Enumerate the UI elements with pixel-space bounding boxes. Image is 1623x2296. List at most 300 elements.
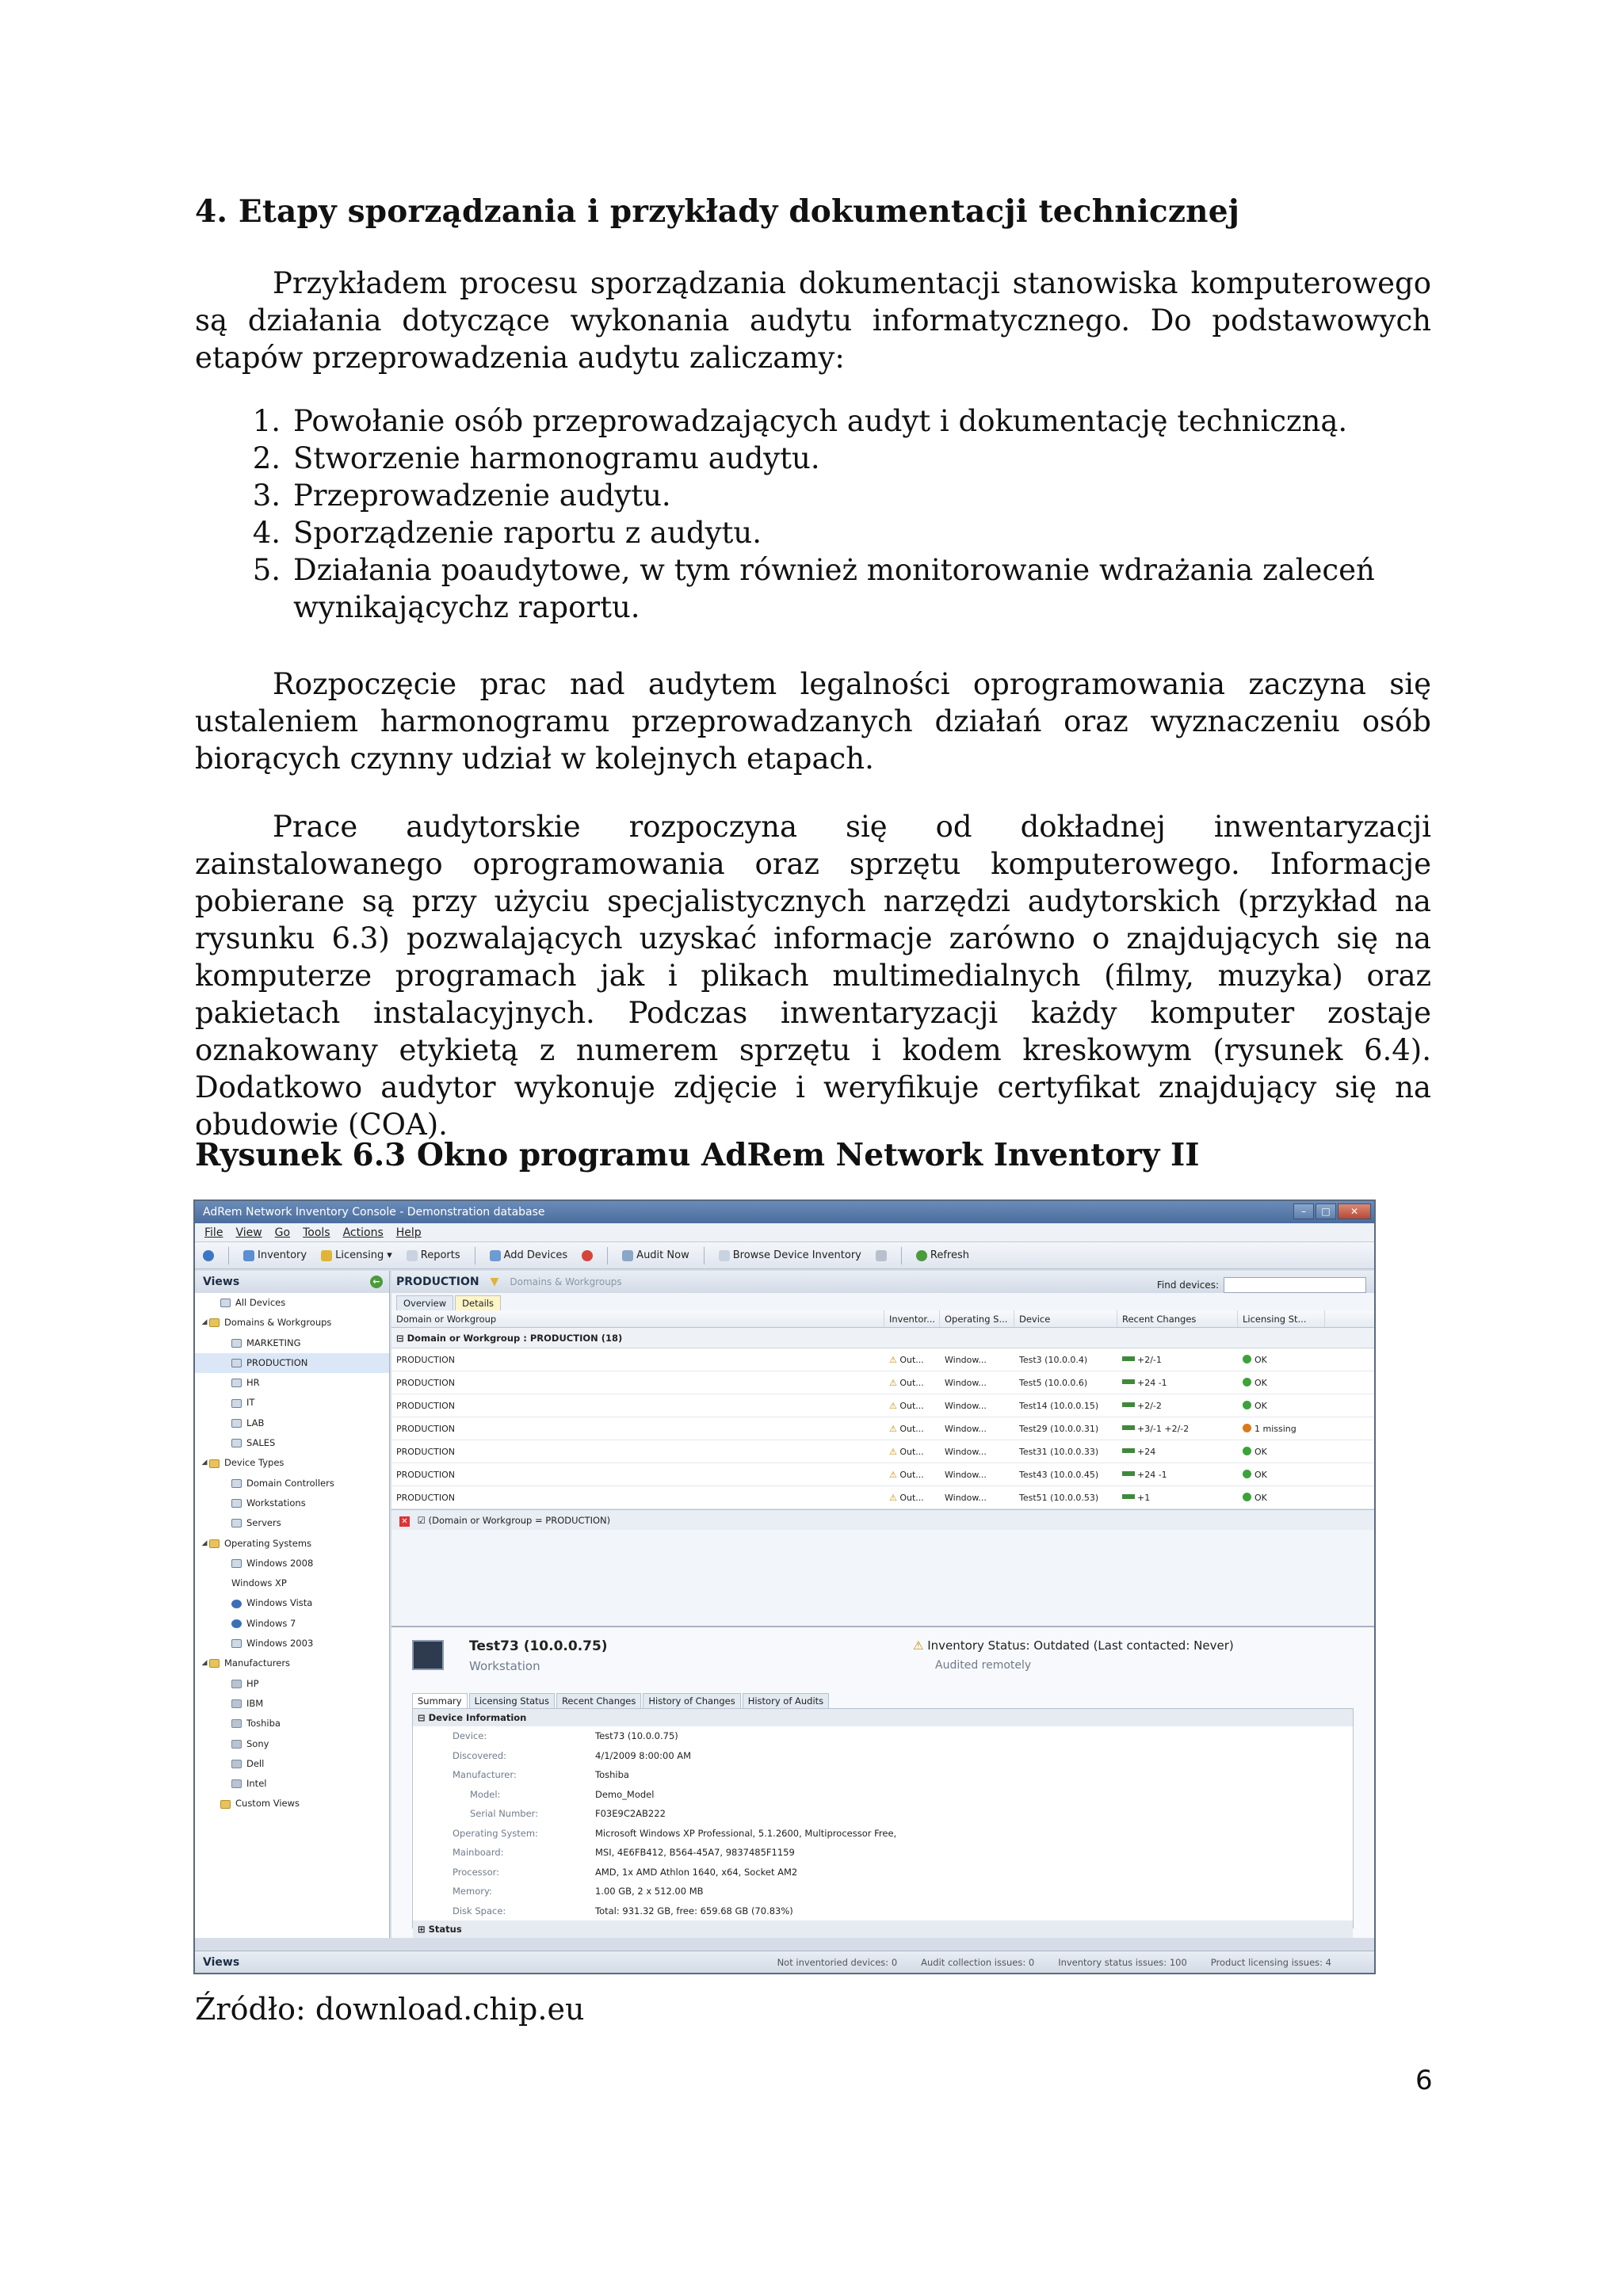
ok-icon xyxy=(1243,1378,1251,1386)
table-row[interactable] xyxy=(391,1394,1374,1417)
step-text: Przeprowadzenie audytu. xyxy=(293,479,671,513)
tree-item[interactable] xyxy=(195,1754,389,1774)
table-row[interactable] xyxy=(391,1486,1374,1509)
tree-item[interactable] xyxy=(195,1614,389,1634)
views-back-icon[interactable]: ← xyxy=(370,1276,383,1288)
expand-icon[interactable]: ◢ xyxy=(201,1318,208,1327)
detail-tab[interactable]: Licensing Status xyxy=(469,1693,555,1708)
cell-inventory xyxy=(884,1371,940,1394)
cell-os-text: Window... xyxy=(945,1378,987,1388)
main-panel xyxy=(391,1271,1374,1938)
ok-icon xyxy=(1243,1447,1251,1455)
tree-item-label: Windows 2003 xyxy=(246,1638,314,1650)
expand-icon[interactable]: ◢ xyxy=(201,1459,208,1467)
add-devices-button[interactable]: Add Devices xyxy=(490,1249,568,1261)
cell-inventory-text: Out... xyxy=(899,1401,924,1411)
cell-changes xyxy=(1117,1371,1238,1394)
property-row xyxy=(413,1901,1353,1921)
step-text: Działania poaudytowe, w tym również monitorowanie wdrażania zaleceń wynikającychz raportu. xyxy=(293,553,1375,624)
detail-tab[interactable]: Summary xyxy=(412,1693,468,1708)
mon-icon xyxy=(231,1499,242,1508)
tree-item[interactable] xyxy=(195,1593,389,1613)
property-value: F03E9C2AB222 xyxy=(595,1808,666,1819)
col-domain[interactable]: Domain or Workgroup xyxy=(391,1310,884,1327)
list-item xyxy=(195,551,1431,626)
mfr-icon xyxy=(231,1779,242,1788)
property-value: Test73 (10.0.0.75) xyxy=(595,1730,678,1741)
workstation-icon xyxy=(412,1640,444,1670)
detail-tabs xyxy=(391,1691,1374,1708)
menu-item-file[interactable]: File xyxy=(204,1226,223,1239)
property-key: Disk Space: xyxy=(453,1905,506,1917)
tree-item[interactable] xyxy=(195,1393,389,1413)
tree-item-label: Windows 7 xyxy=(246,1617,296,1629)
tree-item[interactable] xyxy=(195,1373,389,1393)
tree-item[interactable] xyxy=(195,1774,389,1794)
cell-domain: PRODUCTION xyxy=(396,1447,455,1457)
folder-icon xyxy=(209,1459,220,1468)
status-views-tab[interactable]: Views xyxy=(203,1956,240,1969)
menu-item-go[interactable]: Go xyxy=(274,1226,291,1239)
tree-item-label: Operating Systems xyxy=(224,1537,312,1549)
tree-item[interactable] xyxy=(195,1534,389,1554)
main-header xyxy=(391,1271,1374,1293)
section-status[interactable]: ⊞ Status xyxy=(413,1920,1353,1938)
cell-device: Test29 (10.0.0.31) xyxy=(1019,1424,1099,1434)
cell-device: Test43 (10.0.0.45) xyxy=(1019,1470,1099,1480)
mon-icon xyxy=(231,1379,242,1387)
cell-os-text: Window... xyxy=(945,1355,987,1365)
property-row xyxy=(413,1882,1353,1901)
warning-icon: ⚠ xyxy=(913,1638,924,1653)
group-row[interactable]: ⊟ Domain or Workgroup : PRODUCTION (18) xyxy=(391,1328,1374,1348)
tree-item-label: Dell xyxy=(246,1757,265,1769)
cell-changes xyxy=(1117,1394,1238,1417)
property-key: Discovered: xyxy=(453,1749,507,1761)
tree-item[interactable] xyxy=(195,1794,389,1814)
delete-icon[interactable] xyxy=(582,1250,593,1261)
cell-changes xyxy=(1117,1348,1238,1371)
cell-licensing xyxy=(1238,1463,1325,1486)
cell-inventory xyxy=(884,1417,940,1440)
cell-inventory xyxy=(884,1348,940,1371)
col-device[interactable]: Device xyxy=(1014,1310,1117,1327)
cell-os xyxy=(940,1371,1014,1394)
tree-item[interactable] xyxy=(195,1694,389,1714)
cell-device: Test51 (10.0.0.53) xyxy=(1019,1493,1099,1503)
cell-os xyxy=(940,1463,1014,1486)
maximize-button[interactable]: □ xyxy=(1316,1203,1336,1219)
tree-item[interactable] xyxy=(195,1293,389,1313)
table-row[interactable] xyxy=(391,1348,1374,1371)
warning-icon: ⚠ xyxy=(889,1355,900,1365)
property-value: MSI, 4E6FB412, B564-45A7, 9837485F1159 xyxy=(595,1847,795,1858)
cell-changes-text: +24 xyxy=(1137,1470,1156,1480)
expand-icon[interactable]: ◢ xyxy=(201,1539,208,1547)
views-header: Views ← xyxy=(195,1271,389,1293)
property-value: Demo_Model xyxy=(595,1788,655,1800)
cell-inventory-text: Out... xyxy=(899,1424,924,1434)
device-detail-pane xyxy=(391,1626,1374,1938)
tree-item[interactable] xyxy=(195,1674,389,1694)
cell-inventory-text: Out... xyxy=(899,1493,924,1503)
device-name: Test73 (10.0.0.75) xyxy=(469,1638,608,1654)
cell-inventory-text: Out... xyxy=(899,1378,924,1388)
cell-changes-extra: -1 xyxy=(1155,1378,1167,1388)
cell-changes-text: +3/-1 xyxy=(1137,1424,1162,1434)
ok-icon xyxy=(1243,1493,1251,1501)
mon-icon xyxy=(231,1359,242,1367)
cell-os-text: Window... xyxy=(945,1424,987,1434)
expand-icon[interactable]: ◢ xyxy=(201,1659,208,1668)
property-key: Model: xyxy=(470,1788,501,1800)
mon-icon xyxy=(231,1519,242,1527)
menu-item-tools[interactable]: Tools xyxy=(303,1226,330,1239)
main-title: PRODUCTION xyxy=(396,1276,479,1288)
cell-inventory xyxy=(884,1463,940,1486)
tree-item[interactable] xyxy=(195,1433,389,1453)
tab-details[interactable]: Details xyxy=(455,1295,501,1310)
find-label: Find devices: xyxy=(1156,1280,1219,1291)
cell-licensing xyxy=(1238,1371,1325,1394)
mon-icon xyxy=(231,1419,242,1428)
cell-device: Test3 (10.0.0.4) xyxy=(1019,1355,1088,1365)
cell-inventory xyxy=(884,1486,940,1508)
cell-os xyxy=(940,1486,1014,1508)
cell-os-text: Window... xyxy=(945,1470,987,1480)
tree-item-label: Manufacturers xyxy=(224,1657,291,1669)
clear-filter-icon[interactable]: ✕ xyxy=(399,1516,410,1527)
cell-changes-text: +24 xyxy=(1137,1378,1156,1388)
detail-tab[interactable]: History of Changes xyxy=(643,1693,740,1708)
table-row[interactable] xyxy=(391,1417,1374,1440)
page-number: 6 xyxy=(1415,2065,1433,2096)
folder-icon xyxy=(209,1659,220,1668)
property-value: Toshiba xyxy=(595,1769,629,1780)
property-key: Device: xyxy=(453,1730,487,1741)
col-recent-changes[interactable]: Recent Changes xyxy=(1117,1310,1238,1327)
active-filter: ✕ ☑ (Domain or Workgroup = PRODUCTION) xyxy=(391,1509,1374,1530)
window-title: AdRem Network Inventory Console - Demonstration database xyxy=(203,1206,545,1219)
tree-item-label: HP xyxy=(246,1677,259,1689)
property-key: Mainboard: xyxy=(453,1847,504,1858)
figure-caption: Rysunek 6.3 Okno programu AdRem Network Inventory II xyxy=(195,1137,1200,1173)
cell-domain: PRODUCTION xyxy=(396,1378,455,1388)
cell-os-text: Window... xyxy=(945,1401,987,1411)
grid-header xyxy=(391,1310,1374,1328)
status-stat: Product licensing issues: 4 xyxy=(1210,1957,1331,1968)
cell-os-text: Window... xyxy=(945,1447,987,1457)
cell-changes xyxy=(1117,1486,1238,1508)
property-value: 4/1/2009 8:00:00 AM xyxy=(595,1749,692,1761)
mon-icon xyxy=(231,1399,242,1408)
tree-item-label: Sony xyxy=(246,1737,269,1749)
warning-icon: ⚠ xyxy=(889,1470,900,1480)
tree-item-label: IBM xyxy=(246,1697,264,1709)
find-devices-input[interactable] xyxy=(1224,1277,1366,1293)
audit-mode: Audited remotely xyxy=(935,1659,1032,1672)
changes-bar-icon xyxy=(1122,1494,1135,1499)
property-key: Manufacturer: xyxy=(453,1769,517,1780)
changes-bar-icon xyxy=(1122,1425,1135,1430)
mfr-icon xyxy=(231,1719,242,1728)
cell-changes-extra: +2/-2 xyxy=(1161,1424,1190,1434)
missing-icon xyxy=(1243,1424,1251,1432)
mfr-icon xyxy=(231,1699,242,1708)
property-value: 1.00 GB, 2 x 512.00 MB xyxy=(595,1886,704,1897)
cell-licensing-text: OK xyxy=(1254,1493,1267,1503)
tree-item-label: PRODUCTION xyxy=(246,1356,308,1368)
property-key: Serial Number: xyxy=(470,1808,539,1819)
cell-os xyxy=(940,1394,1014,1417)
menu-bar xyxy=(195,1223,1374,1242)
list-item xyxy=(195,514,1431,551)
cell-licensing xyxy=(1238,1417,1325,1440)
tree-item-label: IT xyxy=(246,1397,255,1409)
col-os[interactable]: Operating S... xyxy=(940,1310,1014,1327)
filter-icon[interactable]: ▼ xyxy=(490,1276,499,1288)
warning-icon: ⚠ xyxy=(889,1447,900,1457)
views-panel xyxy=(195,1271,390,1938)
close-button[interactable]: ✕ xyxy=(1338,1203,1371,1219)
property-row xyxy=(413,1824,1353,1844)
status-stat: Inventory status issues: 100 xyxy=(1058,1957,1187,1968)
reports-button[interactable]: Reports xyxy=(407,1249,460,1261)
property-value: Total: 931.32 GB, free: 659.68 GB (70.83%) xyxy=(595,1905,793,1917)
step-number: 5. xyxy=(252,553,281,587)
cell-licensing-text: OK xyxy=(1254,1378,1267,1388)
tree-item-label: Domains & Workgroups xyxy=(224,1317,332,1329)
cell-os-text: Window... xyxy=(945,1493,987,1503)
step-number: 4. xyxy=(252,516,281,550)
schedule-paragraph: Rozpoczęcie prac nad audytem legalności oprogramowania zaczyna się ustaleniem harmonogramu przeprowadzanych działań oraz wyznaczeniu osób biorących czynny udział w kolejnych etapach. xyxy=(195,667,1431,776)
figure-source: Źródło: download.chip.eu xyxy=(195,1992,585,2027)
cell-licensing-text: OK xyxy=(1254,1470,1267,1480)
property-row xyxy=(413,1843,1353,1863)
print-icon[interactable] xyxy=(876,1250,887,1261)
changes-bar-icon xyxy=(1122,1471,1135,1476)
licensing-button[interactable]: Licensing ▾ xyxy=(321,1249,392,1261)
ok-icon xyxy=(1243,1355,1251,1363)
device-rows xyxy=(391,1348,1374,1509)
col-inventory[interactable]: Inventor... xyxy=(884,1310,940,1327)
ok-icon xyxy=(1243,1401,1251,1409)
cell-domain: PRODUCTION xyxy=(396,1424,455,1434)
cell-device: Test5 (10.0.0.6) xyxy=(1019,1378,1088,1388)
changes-bar-icon xyxy=(1122,1448,1135,1453)
tree-item-label: MARKETING xyxy=(246,1337,301,1348)
changes-bar-icon xyxy=(1122,1402,1135,1407)
tree-item[interactable] xyxy=(195,1554,389,1573)
step-number: 2. xyxy=(252,441,281,475)
cell-domain: PRODUCTION xyxy=(396,1470,455,1480)
section-device-information[interactable]: ⊟ Device Information xyxy=(413,1709,1353,1726)
tree-item-label: Intel xyxy=(246,1778,267,1790)
cell-domain: PRODUCTION xyxy=(396,1493,455,1503)
menu-item-help[interactable]: Help xyxy=(395,1226,422,1239)
status-stat: Not inventoried devices: 0 xyxy=(777,1957,898,1968)
property-value: Microsoft Windows XP Professional, 5.1.2600, Multiprocessor Free, xyxy=(595,1827,897,1839)
filter-checkbox[interactable]: ☑ xyxy=(417,1515,426,1526)
cell-licensing xyxy=(1238,1348,1325,1371)
mon-icon xyxy=(231,1479,242,1488)
tree-item[interactable] xyxy=(195,1413,389,1433)
mfr-icon xyxy=(231,1740,242,1749)
tree-item-label: Windows Vista xyxy=(246,1597,313,1609)
folder-icon xyxy=(220,1800,231,1809)
cell-licensing xyxy=(1238,1440,1325,1463)
cell-inventory-text: Out... xyxy=(899,1470,924,1480)
cell-os xyxy=(940,1417,1014,1440)
property-key: Processor: xyxy=(453,1866,500,1878)
mon-icon xyxy=(231,1559,242,1568)
property-row xyxy=(413,1785,1353,1805)
tree-item[interactable] xyxy=(195,1634,389,1653)
list-item xyxy=(195,477,1431,514)
list-item xyxy=(195,402,1431,440)
menu-item-view[interactable]: View xyxy=(235,1226,262,1239)
breadcrumb[interactable]: Domains & Workgroups xyxy=(510,1276,622,1287)
detail-tab[interactable]: Recent Changes xyxy=(556,1693,641,1708)
tree-item[interactable] xyxy=(195,1453,389,1473)
changes-bar-icon xyxy=(1122,1379,1135,1384)
table-row[interactable] xyxy=(391,1463,1374,1486)
section-heading: 4. Etapy sporządzania i przykłady dokumentacji technicznej xyxy=(195,193,1240,230)
mon-icon xyxy=(231,1439,242,1447)
ok-icon xyxy=(1243,1470,1251,1478)
intro-paragraph: Przykładem procesu sporządzania dokumentacji stanowiska komputerowego są działania dotyczące wykonania audytu informatycznego. Do podstawowych etapów przeprowadzenia audytu zaliczamy: xyxy=(195,266,1431,375)
cell-changes-text: +1 xyxy=(1137,1493,1151,1503)
app-window-figure xyxy=(193,1199,1376,1974)
cell-changes-text: +2/-2 xyxy=(1137,1401,1162,1411)
audit-steps-list xyxy=(195,402,1431,626)
folder-icon xyxy=(209,1539,220,1548)
status-stat: Audit collection issues: 0 xyxy=(921,1957,1035,1968)
tree-item[interactable] xyxy=(195,1653,389,1673)
step-text: Stworzenie harmonogramu audytu. xyxy=(293,441,820,475)
tree-item-label: SALES xyxy=(246,1437,276,1449)
cell-changes xyxy=(1117,1417,1238,1440)
refresh-button[interactable]: Refresh xyxy=(916,1249,969,1261)
tree-item[interactable] xyxy=(195,1313,389,1333)
mon-icon xyxy=(231,1339,242,1348)
step-text: Sporządzenie raportu z audytu. xyxy=(293,516,762,550)
tree-item-label: HR xyxy=(246,1377,260,1389)
cell-licensing-text: 1 missing xyxy=(1254,1424,1296,1434)
tree-item-label: Device Types xyxy=(224,1457,285,1469)
step-number: 1. xyxy=(252,404,281,438)
cell-os xyxy=(940,1348,1014,1371)
inventory-paragraph: Prace audytorskie rozpoczyna się od dokładnej inwentaryzacji zainstalowanego oprogramowania oraz sprzętu komputerowego. Informacje pobierane są przy użyciu specjalistycznych narzędzi audytorskich (przykład na rysunku 6.3) pozwalających uzyskać informacje zarówno o znajdujących się na komputerze programach jak i plikach multimedialnych (filmy, muzyka) oraz pakietach instalacyjnych. Podczas inwentaryzacji każdy komputer zostaje oznakowany etykietą z numerem sprzętu i kodem kreskowym (rysunek 6.4). Dodatkowo audytor wykonuje zdjęcie i weryfikuje certyfikat znajdujący się na obudowie (COA). xyxy=(195,810,1431,1142)
toolbar xyxy=(195,1242,1374,1269)
tree-item-label: Toshiba xyxy=(246,1718,281,1730)
mon-icon xyxy=(220,1299,231,1307)
list-item xyxy=(195,440,1431,477)
cell-licensing xyxy=(1238,1486,1325,1508)
tree-item[interactable] xyxy=(195,1513,389,1533)
cell-os xyxy=(940,1440,1014,1463)
table-row[interactable] xyxy=(391,1371,1374,1394)
changes-bar-icon xyxy=(1122,1356,1135,1361)
detail-tab[interactable]: History of Audits xyxy=(743,1693,829,1708)
minimize-button[interactable]: – xyxy=(1293,1203,1314,1219)
step-number: 3. xyxy=(252,479,281,513)
warning-icon: ⚠ xyxy=(889,1424,900,1434)
cell-domain: PRODUCTION xyxy=(396,1401,455,1411)
property-key: Operating System: xyxy=(453,1827,538,1839)
cell-changes-text: +24 xyxy=(1137,1447,1156,1457)
warning-icon: ⚠ xyxy=(889,1401,900,1411)
window-titlebar xyxy=(195,1201,1374,1223)
status-bar xyxy=(195,1951,1376,1973)
cell-licensing-text: OK xyxy=(1254,1355,1267,1365)
cell-inventory-text: Out... xyxy=(899,1447,924,1457)
property-value: AMD, 1x AMD Athlon 1640, x64, Socket AM2 xyxy=(595,1866,798,1878)
property-key: Memory: xyxy=(453,1886,492,1897)
mon-icon xyxy=(231,1639,242,1648)
cell-device: Test14 (10.0.0.15) xyxy=(1019,1401,1099,1411)
inventory-status: ⚠ Inventory Status: Outdated (Last contacted: Never) xyxy=(913,1638,1234,1653)
tab-overview[interactable]: Overview xyxy=(396,1295,453,1310)
tree-item[interactable] xyxy=(195,1573,389,1593)
tree-item-label: Windows XP xyxy=(231,1577,287,1589)
properties-grid xyxy=(412,1708,1354,1935)
tree-item-label: Windows 2008 xyxy=(246,1557,314,1569)
mfr-icon xyxy=(231,1680,242,1688)
col-licensing[interactable]: Licensing St... xyxy=(1238,1310,1325,1327)
globe-icon xyxy=(231,1600,242,1608)
cell-changes xyxy=(1117,1440,1238,1463)
tree-item-label: LAB xyxy=(246,1417,265,1428)
property-row xyxy=(413,1804,1353,1824)
tree-item-label: Domain Controllers xyxy=(246,1477,334,1489)
menu-item-actions[interactable]: Actions xyxy=(342,1226,384,1239)
mfr-icon xyxy=(231,1760,242,1768)
folder-icon xyxy=(209,1318,220,1327)
tree-item[interactable] xyxy=(195,1333,389,1353)
cell-domain: PRODUCTION xyxy=(396,1355,455,1365)
cell-changes xyxy=(1117,1463,1238,1486)
tree-item[interactable] xyxy=(195,1734,389,1754)
tree-item[interactable] xyxy=(195,1353,389,1373)
browse-inventory-button[interactable]: Browse Device Inventory xyxy=(719,1249,861,1261)
tree-item-label: Servers xyxy=(246,1517,281,1529)
globe-icon xyxy=(231,1619,242,1628)
device-type: Workstation xyxy=(469,1659,540,1673)
warning-icon: ⚠ xyxy=(889,1493,900,1503)
tree-item[interactable] xyxy=(195,1474,389,1493)
property-row xyxy=(413,1746,1353,1766)
cell-licensing xyxy=(1238,1394,1325,1417)
cell-inventory xyxy=(884,1440,940,1463)
tree-item[interactable] xyxy=(195,1714,389,1733)
inventory-button[interactable]: Inventory xyxy=(243,1249,307,1261)
audit-now-button[interactable]: Audit Now xyxy=(622,1249,689,1261)
table-row[interactable] xyxy=(391,1440,1374,1463)
step-text: Powołanie osób przeprowadzających audyt i dokumentację techniczną. xyxy=(293,404,1348,438)
tree-item[interactable] xyxy=(195,1493,389,1513)
warning-icon: ⚠ xyxy=(889,1378,900,1388)
property-row xyxy=(413,1726,1353,1746)
cell-licensing-text: OK xyxy=(1254,1401,1267,1411)
cell-changes-text: +2/-1 xyxy=(1137,1355,1162,1365)
back-icon[interactable] xyxy=(203,1250,214,1261)
cell-changes-extra: -1 xyxy=(1155,1470,1167,1480)
cell-inventory-text: Out... xyxy=(899,1355,924,1365)
cell-licensing-text: OK xyxy=(1254,1447,1267,1457)
cell-inventory xyxy=(884,1394,940,1417)
tree-item-label: All Devices xyxy=(235,1297,286,1308)
